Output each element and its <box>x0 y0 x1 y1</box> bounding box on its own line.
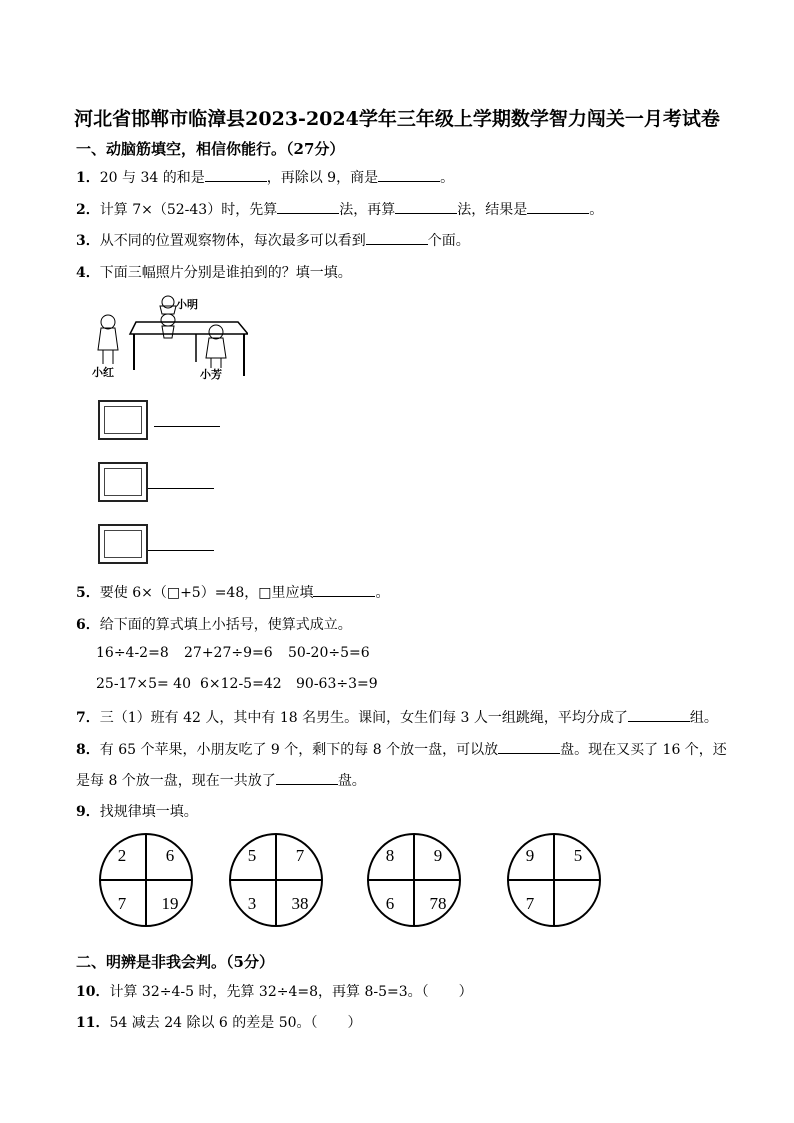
label-xiaohong: 小红 <box>92 366 114 379</box>
question-number: 1． <box>76 170 100 186</box>
question-text: ） <box>347 1015 362 1031</box>
section-2-heading: 二、明辨是非我会判。（5分） <box>76 953 274 971</box>
answer-blank[interactable] <box>527 201 589 214</box>
photo-1 <box>98 400 148 440</box>
question-number: 9． <box>76 804 100 820</box>
circle-cell: 7 <box>525 894 535 913</box>
question-text: ，再除以 9，商是 <box>266 170 379 186</box>
question-number: 4． <box>76 265 100 281</box>
photo-3-answer-line[interactable] <box>148 550 214 551</box>
question-number: 11． <box>76 1015 110 1031</box>
question-text: 盘。现在又买了 16 个，还 <box>560 742 727 758</box>
answer-blank[interactable] <box>276 772 338 785</box>
circle-cell: 5 <box>247 846 257 865</box>
question-10 <box>76 981 473 1001</box>
question-1 <box>76 167 454 187</box>
expression: 25-17×5= 40 <box>96 676 191 692</box>
page-title: 河北省邯郸市临漳县2023-2024学年三年级上学期数学智力闯关一月考试卷 <box>74 108 720 130</box>
question-text: 盘。 <box>337 773 366 789</box>
question-text: 。 <box>589 202 604 218</box>
label-xiaoming: 小明 <box>176 298 198 311</box>
circle-cell: 6 <box>385 894 395 913</box>
photo-3 <box>98 524 148 564</box>
expression: 16÷4-2=8 <box>96 645 169 661</box>
circle-cell: 3 <box>247 894 257 913</box>
question-text: 法，结果是 <box>457 202 528 218</box>
question-number: 5． <box>76 585 100 601</box>
question-text: 要使 6×（□+5）=48，□里应填 <box>99 585 314 601</box>
toy-back-view-icon <box>104 468 142 496</box>
question-8 <box>76 739 727 759</box>
circle-cell: 19 <box>161 894 179 913</box>
pattern-circle-2 <box>228 832 324 928</box>
photo-1-answer-line[interactable] <box>154 426 220 427</box>
circle-cell: 9 <box>525 846 535 865</box>
question-text: 计算 32÷4-5 时，先算 32÷4=8，再算 8-5=3。（ <box>109 984 429 1000</box>
question-11 <box>76 1012 362 1032</box>
expression: 50-20÷5=6 <box>288 645 370 661</box>
photo-2-answer-line[interactable] <box>148 488 214 489</box>
question-text: 有 65 个苹果，小朋友吃了 9 个，剩下的每 8 个放一盘，可以放 <box>99 742 499 758</box>
question-text: 。 <box>440 170 455 186</box>
question-text: 20 与 34 的和是 <box>99 170 205 186</box>
question-text: 54 减去 24 除以 6 的差是 50。（ <box>109 1015 318 1031</box>
question-8-continued <box>76 770 366 790</box>
answer-blank[interactable] <box>313 584 375 597</box>
answer-blank[interactable] <box>498 741 560 754</box>
question-number: 3． <box>76 233 100 249</box>
circle-cell: 7 <box>117 894 127 913</box>
question-3 <box>76 230 470 250</box>
expression: 6×12-5=42 <box>200 676 282 692</box>
question-9 <box>76 801 198 821</box>
question-4 <box>76 262 352 282</box>
answer-blank[interactable] <box>205 169 267 182</box>
pattern-circle-4 <box>506 832 602 928</box>
pattern-circle-1 <box>98 832 194 928</box>
answer-blank[interactable] <box>366 232 428 245</box>
circle-cell: 38 <box>291 894 309 913</box>
question-text: 计算 7×（52-43）时，先算 <box>99 202 278 218</box>
question-7 <box>76 707 718 727</box>
question-text: 组。 <box>689 710 718 726</box>
circle-cell: 5 <box>573 846 583 865</box>
pattern-circle-3 <box>366 832 462 928</box>
expression: 90-63÷3=9 <box>296 676 378 692</box>
question-text: 。 <box>375 585 390 601</box>
answer-blank[interactable] <box>395 201 457 214</box>
question-number: 6． <box>76 617 100 633</box>
question-text: 是每 8 个放一盘，现在一共放了 <box>76 773 276 789</box>
circle-answer-cell[interactable] <box>554 880 602 928</box>
circle-cell: 7 <box>295 846 305 865</box>
question-2 <box>76 199 603 219</box>
question-text: 法，再算 <box>339 202 396 218</box>
toy-side-view-icon <box>104 530 142 558</box>
question-number: 7． <box>76 710 100 726</box>
photo-2 <box>98 462 148 502</box>
section-1-heading: 一、动脑筋填空，相信你能行。（27分） <box>76 140 345 158</box>
question-text: 下面三幅照片分别是谁拍到的？填一填。 <box>99 265 352 281</box>
question-text: 个面。 <box>427 233 470 249</box>
question-text: 找规律填一填。 <box>99 804 198 820</box>
question-text: ） <box>458 984 473 1000</box>
question-6 <box>76 614 352 634</box>
answer-blank[interactable] <box>378 169 440 182</box>
circle-cell: 78 <box>429 894 447 913</box>
question-text: 从不同的位置观察物体，每次最多可以看到 <box>99 233 366 249</box>
question-number: 10． <box>76 984 110 1000</box>
question-number: 8． <box>76 742 100 758</box>
answer-blank[interactable] <box>277 201 339 214</box>
question-number: 2． <box>76 202 100 218</box>
circle-cell: 6 <box>165 846 175 865</box>
question-5 <box>76 582 389 602</box>
toy-front-view-icon <box>104 406 142 434</box>
observation-scene <box>88 292 248 384</box>
expression: 27+27÷9=6 <box>184 645 273 661</box>
question-text: 三（1）班有 42 人，其中有 18 名男生。课间，女生们每 3 人一组跳绳，平均分成了 <box>99 710 628 726</box>
question-text: 给下面的算式填上小括号，使算式成立。 <box>99 617 352 633</box>
circle-cell: 2 <box>117 846 127 865</box>
circle-cell: 8 <box>385 846 395 865</box>
circle-cell: 9 <box>433 846 443 865</box>
answer-blank[interactable] <box>628 709 690 722</box>
label-xiaofang: 小芳 <box>200 368 222 381</box>
